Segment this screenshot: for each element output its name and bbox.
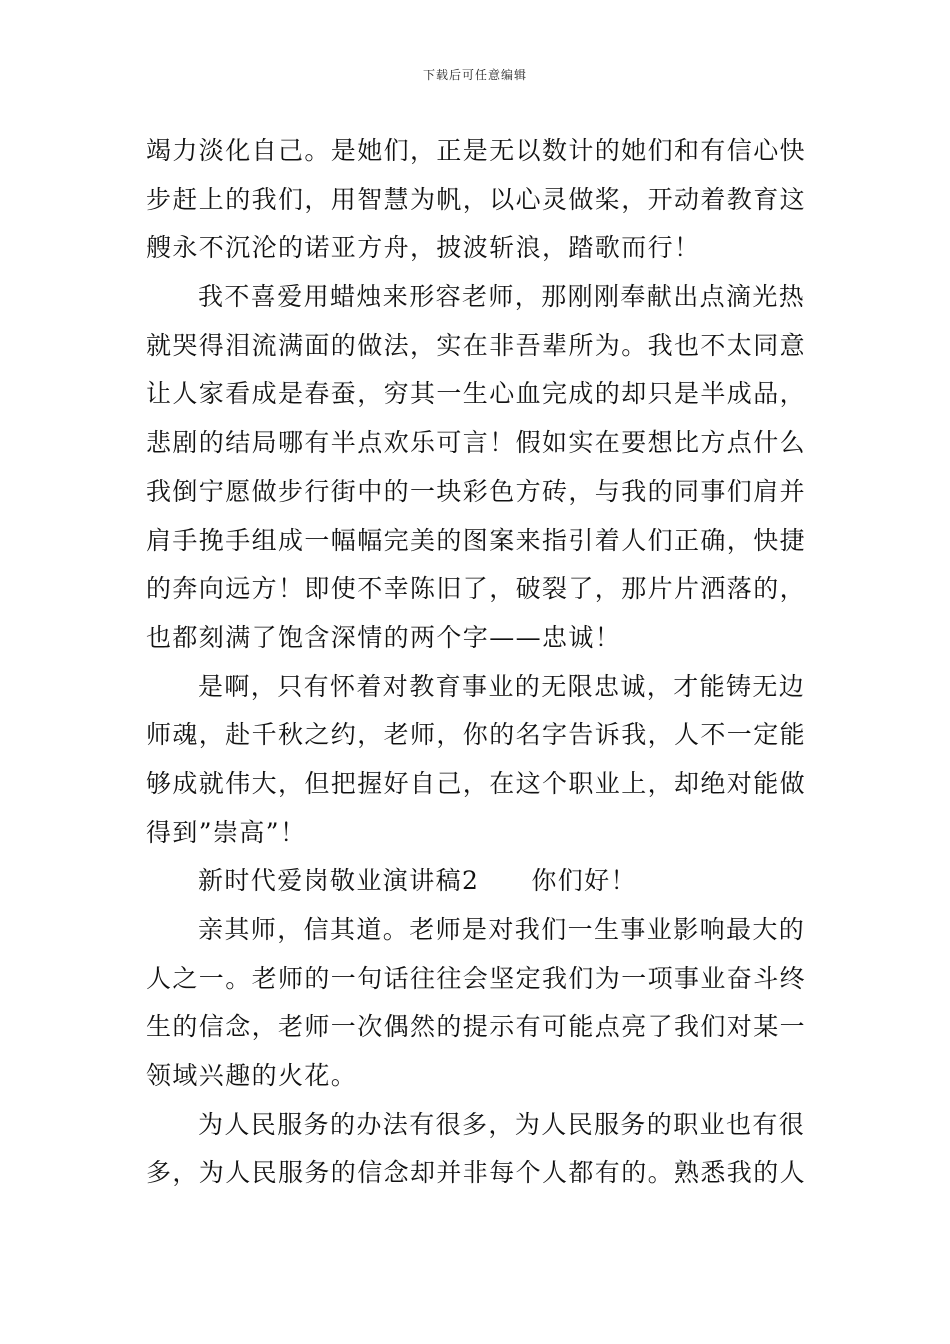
document-body bbox=[146, 127, 812, 1198]
text-line: 得到”崇高”！ bbox=[146, 817, 307, 847]
text-line: 师魂，赴千秋之约，老师，你的名字告诉我，人不一定能 bbox=[146, 720, 807, 750]
text-line: 领域兴趣的火花。 bbox=[146, 1061, 358, 1091]
text-line: 人之一。老师的一句话往往会坚定我们为一项事业奋斗终 bbox=[146, 963, 807, 993]
text-line: 的奔向远方！即使不幸陈旧了，破裂了，那片片洒落的， bbox=[146, 574, 807, 604]
text-line: 让人家看成是春蚕，穷其一生心血完成的却只是半成品， bbox=[146, 379, 807, 409]
text-line: 也都刻满了饱含深情的两个字——忠诚！ bbox=[146, 622, 622, 652]
text-line: 肩手挽手组成一幅幅完美的图案来指引着人们正确，快捷 bbox=[146, 525, 807, 555]
paragraph-start-line: 为人民服务的办法有很多，为人民服务的职业也有很 bbox=[198, 1109, 806, 1139]
text-line: 悲剧的结局哪有半点欢乐可言！假如实在要想比方点什么 bbox=[146, 428, 807, 458]
paragraph-start-line: 我不喜爱用蜡烛来形容老师，那刚刚奉献出点滴光热 bbox=[198, 282, 806, 312]
header-note: 下载后可任意编辑 bbox=[422, 68, 527, 82]
text-line: 我倒宁愿做步行街中的一块彩色方砖，与我的同事们肩并 bbox=[146, 476, 807, 506]
text-line: 竭力淡化自己。是她们，正是无以数计的她们和有信心快 bbox=[146, 136, 807, 165]
text-line: 就哭得泪流满面的做法，实在非吾辈所为。我也不太同意 bbox=[146, 330, 807, 360]
section-heading-line bbox=[146, 857, 812, 906]
paragraph-start-line: 是啊，只有怀着对教育事业的无限忠诚，才能铸无边 bbox=[198, 671, 806, 701]
text-line: 多，为人民服务的信念却并非每个人都有的。熟悉我的人 bbox=[146, 1158, 807, 1188]
text-line: 步赶上的我们，用智慧为帆，以心灵做桨，开动着教育这 bbox=[146, 184, 807, 214]
text-line: 够成就伟大，但把握好自己，在这个职业上，却绝对能做 bbox=[146, 768, 807, 798]
section-title: 新时代爱岗敬业演讲稿2 bbox=[198, 866, 480, 896]
section-greeting: 你们好！ bbox=[531, 866, 637, 896]
paragraph-start-line: 亲其师，信其道。老师是对我们一生事业影响最大的 bbox=[198, 915, 806, 944]
text-line: 生的信念，老师一次偶然的提示有可能点亮了我们对某一 bbox=[146, 1012, 807, 1042]
text-line: 艘永不沉沦的诺亚方舟，披波斩浪，踏歌而行！ bbox=[146, 233, 701, 263]
